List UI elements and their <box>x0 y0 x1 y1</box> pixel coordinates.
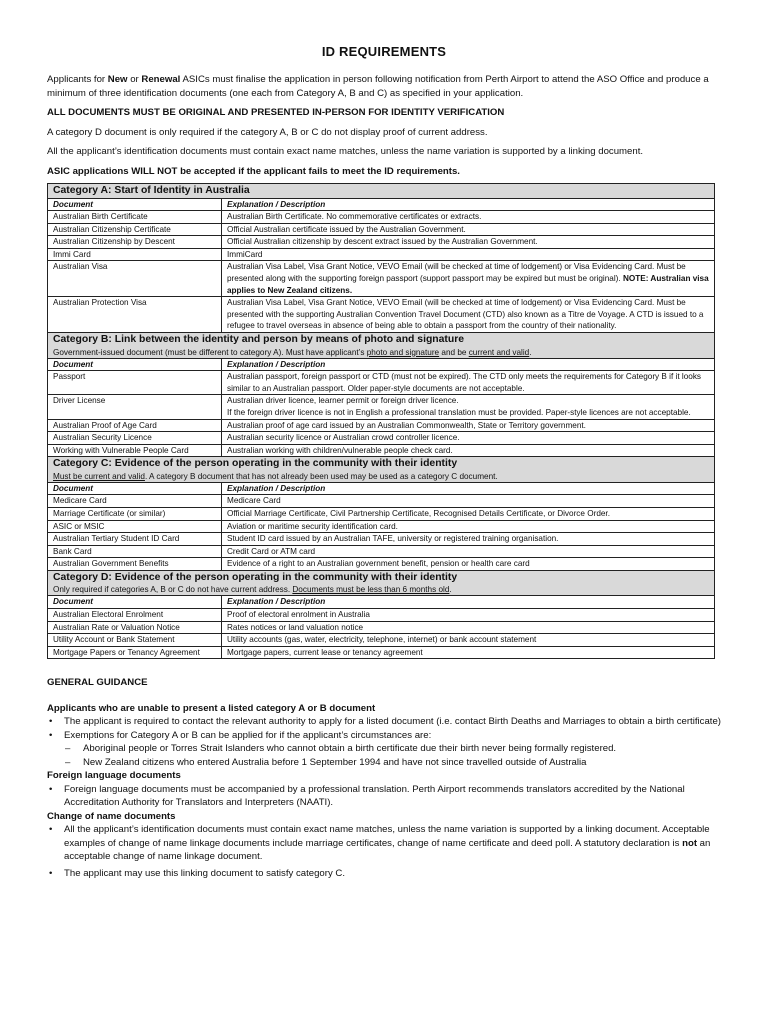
table-row <box>48 533 715 546</box>
list-item: – New Zealand citizens who entered Australia before 1 September 1994 and have not since travelled outside of Australia <box>64 756 721 770</box>
list-item-emphasis: not <box>682 837 698 849</box>
category-a-title: Category A: Start of Identity in Australia <box>53 185 250 196</box>
list-item-text: an acceptable change of name linkage document. <box>64 837 711 863</box>
table-row <box>48 520 715 533</box>
list-item: • The applicant is required to contact the relevant authority to apply for a listed document (i.e. contact Birth Deaths and Marriages to obtain a birth certificate) <box>47 715 721 729</box>
column-header-row <box>48 596 715 609</box>
id-requirements-table <box>47 183 715 659</box>
category-a-header <box>48 184 715 199</box>
document-cell: ASIC or MSIC <box>48 520 222 533</box>
document-cell: Australian Birth Certificate <box>48 211 222 224</box>
original-documents-notice: ALL DOCUMENTS MUST BE ORIGINAL AND PRESENTED IN-PERSON FOR IDENTITY VERIFICATION <box>47 107 505 118</box>
subtitle-text: Only required if categories A, B or C do not have current address. <box>53 585 293 595</box>
table-row <box>48 395 715 419</box>
document-cell: Working with Vulnerable People Card <box>48 444 222 457</box>
document-cell: Immi Card <box>48 248 222 261</box>
column-header-explanation: Explanation / Description <box>222 482 715 495</box>
guidance-subheading: Foreign language documents <box>47 770 181 782</box>
document-cell: Australian Electoral Enrolment <box>48 609 222 622</box>
column-header-explanation: Explanation / Description <box>222 596 715 609</box>
rejection-warning: ASIC applications WILL NOT be accepted if the applicant fails to meet the ID requirements. <box>47 165 460 177</box>
guidance-list <box>47 783 721 810</box>
document-cell: Australian Citizenship by Descent <box>48 236 222 249</box>
document-cell: Marriage Certificate (or similar) <box>48 507 222 520</box>
description-cell <box>222 395 715 419</box>
table-row <box>48 236 715 249</box>
category-d-header <box>48 570 715 596</box>
description-cell: Credit Card or ATM card <box>222 545 715 558</box>
document-cell: Australian Proof of Age Card <box>48 419 222 432</box>
description-cell: ImmiCard <box>222 248 715 261</box>
table-row <box>48 371 715 395</box>
table-row <box>48 495 715 508</box>
column-header-document: Document <box>48 358 222 371</box>
intro-paragraph <box>47 73 721 100</box>
table-row <box>48 621 715 634</box>
subtitle-text: and be <box>439 347 469 357</box>
description-cell: Australian working with children/vulnerable people check card. <box>222 444 715 457</box>
description-cell: Australian security licence or Australian crowd controller licence. <box>222 432 715 445</box>
column-header-row <box>48 358 715 371</box>
subtitle-text: . <box>529 347 532 357</box>
category-b-subtitle <box>53 347 710 358</box>
subtitle-underlined: Must be current and valid <box>53 471 145 481</box>
document-cell: Australian Tertiary Student ID Card <box>48 533 222 546</box>
list-item-text: Exemptions for Category A or B can be applied for if the applicant’s circumstances are: <box>64 729 432 741</box>
document-cell: Australian Rate or Valuation Notice <box>48 621 222 634</box>
description-cell: Student ID card issued by an Australian TAFE, university or registered training organisation. <box>222 533 715 546</box>
subtitle-underlined: current and valid <box>468 347 530 357</box>
guidance-subheading: Change of name documents <box>47 810 176 822</box>
table-row <box>48 419 715 432</box>
description-cell: Utility accounts (gas, water, electricity, telephone, internet) or bank account statement <box>222 634 715 647</box>
category-d-subtitle <box>53 584 710 595</box>
subtitle-text: Government-issued document (must be different to category A). Must have applicant’s <box>53 347 367 357</box>
table-row <box>48 248 715 261</box>
nz-visa-note: NOTE: Australian visa applies to New Zealand citizens. <box>227 274 709 295</box>
table-row <box>48 223 715 236</box>
document-cell: Passport <box>48 371 222 395</box>
subtitle-text: . A category B document that has not already been used may be used as a category C document. <box>144 471 498 481</box>
document-cell: Mortgage Papers or Tenancy Agreement <box>48 646 222 659</box>
description-cell: Proof of electoral enrolment in Australia <box>222 609 715 622</box>
name-match-note: All the applicant’s identification documents must contain exact name matches, unless the name variation is supported by a linking document. <box>47 146 644 157</box>
column-header-document: Document <box>48 198 222 211</box>
list-item: • Foreign language documents must be accompanied by a professional translation. Perth Airport recommends translators accredited by the National Accreditation Authority for Translators and Interpreters (NAATI). <box>47 783 721 810</box>
description-cell <box>222 261 715 297</box>
description-cell: Official Australian certificate issued by the Australian Government. <box>222 223 715 236</box>
guidance-list <box>47 715 721 769</box>
category-c-header <box>48 457 715 483</box>
table-row <box>48 432 715 445</box>
list-item: • The applicant may use this linking document to satisfy category C. <box>47 867 721 881</box>
column-header-explanation: Explanation / Description <box>222 358 715 371</box>
document-cell: Australian Security Licence <box>48 432 222 445</box>
description-cell: Official Marriage Certificate, Civil Partnership Certificate, Recognised Details Certificate, or Divorce Order. <box>222 507 715 520</box>
column-header-document: Document <box>48 482 222 495</box>
guidance-list <box>47 823 721 880</box>
document-cell: Australian Visa <box>48 261 222 297</box>
category-c-title: Category C: Evidence of the person operating in the community with their identity <box>53 458 458 470</box>
table-row <box>48 634 715 647</box>
subtitle-text: . <box>449 585 452 595</box>
table-row <box>48 211 715 224</box>
description-cell: Mortgage papers, current lease or tenancy agreement <box>222 646 715 659</box>
category-d-title: Category D: Evidence of the person operating in the community with their identity <box>53 571 458 583</box>
column-header-row <box>48 482 715 495</box>
column-header-row <box>48 198 715 211</box>
description-cell: Aviation or maritime security identification card. <box>222 520 715 533</box>
guidance-subheading: Applicants who are unable to present a listed category A or B document <box>47 702 376 714</box>
exemption-list <box>64 742 721 769</box>
document-cell: Utility Account or Bank Statement <box>48 634 222 647</box>
description-cell: Medicare Card <box>222 495 715 508</box>
category-c-subtitle <box>53 471 710 482</box>
table-row <box>48 545 715 558</box>
description-cell: Australian passport, foreign passport or CTD (must not be expired). The CTD only meets the requirements for Category B if it looks similar to an Australian passport. Older paper-style documents are not acceptable. <box>222 371 715 395</box>
general-guidance <box>47 676 721 880</box>
list-item <box>47 729 721 770</box>
column-header-explanation: Explanation / Description <box>222 198 715 211</box>
description-cell: Official Australian citizenship by descent extract issued by the Australian Government. <box>222 236 715 249</box>
table-row <box>48 297 715 333</box>
list-item: – Aboriginal people or Torres Strait Islanders who cannot obtain a birth certificate due their birth never being formally registered. <box>64 742 721 756</box>
table-row <box>48 507 715 520</box>
list-item-text: All the applicant’s identification documents must contain exact name matches, unless the name variation is supported by a linking document. Acceptable examples of change of name linkage documents include marriage certificates, change of name certificate and deed poll. A statutory declaration is <box>64 824 710 849</box>
document-cell: Australian Government Benefits <box>48 558 222 571</box>
description-text: If the foreign driver licence is not in English a professional translation must be provided. Paper-style licences are not acceptable. <box>227 407 691 417</box>
category-b-header <box>48 333 715 359</box>
document-cell: Bank Card <box>48 545 222 558</box>
table-row <box>48 444 715 457</box>
description-cell: Rates notices or land valuation notice <box>222 621 715 634</box>
subtitle-underlined: Documents must be less than 6 months old <box>292 585 450 595</box>
guidance-heading: GENERAL GUIDANCE <box>47 677 148 689</box>
page-title: ID REQUIREMENTS <box>321 44 447 59</box>
intro-text: ASICs must finalise the application in person following notification from Perth Airport to attend the ASO Office and produce a minimum of three identification documents (one each from Category A, B and C) as specified in your application. <box>47 74 709 99</box>
document-page <box>47 44 721 880</box>
description-cell: Australian Birth Certificate. No commemorative certificates or extracts. <box>222 211 715 224</box>
intro-renewal: Renewal <box>141 74 181 85</box>
document-cell: Driver License <box>48 395 222 419</box>
column-header-document: Document <box>48 596 222 609</box>
intro-text: or <box>127 74 142 85</box>
description-text: Australian driver licence, learner permit or foreign driver licence. <box>227 396 459 406</box>
description-text: Australian Visa Label, Visa Grant Notice, VEVO Email (will be checked at time of lodgement) or Visa Evidencing Card. Must be presented along with the supporting foreign passport (support passport may be expired but must be original). <box>227 262 686 284</box>
document-cell: Australian Protection Visa <box>48 297 222 333</box>
subtitle-underlined: photo and signature <box>366 347 440 357</box>
category-d-note: A category D document is only required if the category A, B or C do not display proof of current address. <box>47 126 488 138</box>
document-cell: Medicare Card <box>48 495 222 508</box>
table-row <box>48 609 715 622</box>
intro-new: New <box>107 74 128 85</box>
intro-text: Applicants for <box>47 74 108 85</box>
table-row <box>48 261 715 297</box>
description-cell: Australian proof of age card issued by an Australian Commonwealth, State or Territory government. <box>222 419 715 432</box>
description-cell: Evidence of a right to an Australian government benefit, pension or health care card <box>222 558 715 571</box>
document-cell: Australian Citizenship Certificate <box>48 223 222 236</box>
table-row <box>48 558 715 571</box>
list-item <box>47 823 721 864</box>
table-row <box>48 646 715 659</box>
description-cell: Australian Visa Label, Visa Grant Notice, VEVO Email (will be checked at time of lodgement) or Visa Evidencing Card. Must be presented with the supporting Australian Convention Travel Document (CTD) also known as a Titre de Voyage. A CTD is issued to a refugee to travel overseas in absence of being able to obtain a passport from the country of their nationality. <box>222 297 715 333</box>
category-b-title: Category B: Link between the identity and person by means of photo and signature <box>53 334 465 346</box>
